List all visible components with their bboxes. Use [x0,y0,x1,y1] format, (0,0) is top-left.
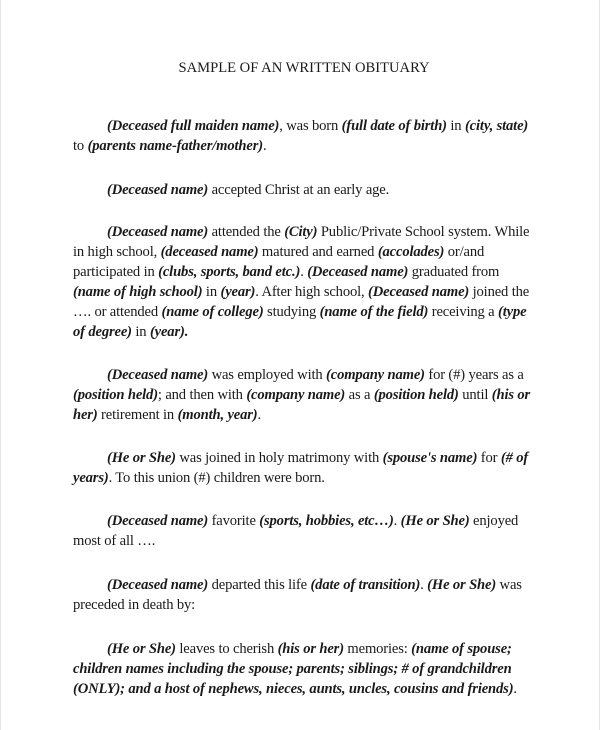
placeholder-field: (month, year) [177,407,258,423]
paragraph-text: in [202,284,221,300]
document-title: SAMPLE OF AN WRITTEN OBITUARY [178,60,430,76]
placeholder-field: (# of years) [73,450,529,486]
placeholder-field: (full date of birth) [341,118,447,134]
paragraph-text: . [420,577,428,593]
placeholder-field: (company name) [326,367,425,383]
paragraph-text: attended the [208,224,285,240]
paragraph-text: graduated from [408,264,500,280]
placeholder-field: (type of degree) [73,304,527,340]
paragraph-text: was joined in holy matrimony with [175,450,383,466]
placeholder-field: (Deceased name) [107,224,209,240]
paragraph-text: . [262,138,267,154]
placeholder-field: (parents name-father/mother) [87,138,263,154]
paragraph-text: or/and participated in [73,244,485,280]
paragraph-text: . [513,681,517,697]
placeholder-field: (position held) [73,387,158,403]
paragraph-text: departed this life [208,577,311,593]
placeholder-field: (accolades) [377,244,445,260]
placeholder-field: (He or She) [427,577,497,593]
placeholder-field: (year) [220,284,256,300]
paragraph-text: favorite [208,513,260,529]
placeholder-field: (clubs, sports, band etc.) [158,264,301,280]
placeholder-field: (name of high school) [73,284,203,300]
paragraph-4 [73,365,535,425]
paragraph-1 [73,116,535,156]
paragraph-text: to [73,138,88,154]
paragraph-text: as a [345,387,374,403]
placeholder-field: (position held) [373,387,459,403]
paragraph-text: leaves to cherish [175,641,278,657]
paragraph-text: studying [263,304,320,320]
paragraph-list [73,116,535,699]
placeholder-field: (sports, hobbies, etc…) [259,513,394,529]
placeholder-field: (Deceased name) [107,513,209,529]
paragraph-text: ; and then with [157,387,247,403]
paragraph-8 [73,639,535,699]
placeholder-field: (Deceased name) [107,367,209,383]
paragraph-text: . [393,513,401,529]
placeholder-field: (name of spouse; children names including the spouse; parents; siblings; # of grandchildren (ONLY); and a host of nephews, nieces, aunts, uncles, cousins and friends) [73,641,514,697]
paragraph-6 [73,511,535,551]
placeholder-field: (his or her) [73,387,531,423]
paragraph-text: in [131,324,150,340]
paragraph-text: for (#) years as a [424,367,524,383]
paragraph-text: Public/Private School system. While in high school, [73,224,530,260]
paragraph-text: . [300,264,308,280]
placeholder-field: (year). [149,324,189,340]
paragraph-text: accepted Christ at an early age. [208,182,390,198]
placeholder-field: (deceased name) [160,244,259,260]
paragraph-text: until [458,387,492,403]
placeholder-field: (City) [284,224,318,240]
placeholder-field: (He or She) [400,513,470,529]
paragraph-text: , was born [279,118,342,134]
placeholder-field: (city, state) [464,118,529,134]
placeholder-field: (Deceased name) [307,264,409,280]
paragraph-text: receiving a [428,304,498,320]
paragraph-text: . [257,407,261,423]
paragraph-text: was employed with [208,367,327,383]
placeholder-field: (date of transition) [310,577,421,593]
document-body [73,58,535,721]
paragraph-text: matured and earned [258,244,378,260]
placeholder-field: (Deceased name) [107,577,209,593]
paragraph-text: retirement in [97,407,178,423]
paragraph-text: memories: [343,641,412,657]
paragraph-3 [73,222,535,342]
paragraph-text: . To this union (#) children were born. [108,470,325,486]
placeholder-field: (name of the field) [319,304,429,320]
paragraph-text: in [446,118,465,134]
placeholder-field: (Deceased name) [107,182,209,198]
placeholder-field: (He or She) [107,641,176,657]
placeholder-field: (company name) [246,387,346,403]
paragraph-2 [73,180,535,200]
placeholder-field: (his or her) [277,641,344,657]
paragraph-text: for [477,450,501,466]
placeholder-field: (name of college) [161,304,264,320]
paragraph-text: . After high school, [255,284,369,300]
placeholder-field: (Deceased full maiden name) [107,118,280,134]
paragraph-text: enjoyed most of all …. [73,513,519,549]
paragraph-5 [73,448,535,488]
paragraph-7 [73,575,535,615]
placeholder-field: (spouse's name) [382,450,478,466]
paragraph-text: was preceded in death by: [73,577,522,613]
placeholder-field: (Deceased name) [368,284,470,300]
placeholder-field: (He or She) [107,450,176,466]
paragraph-text: joined the …. or attended [73,284,530,320]
